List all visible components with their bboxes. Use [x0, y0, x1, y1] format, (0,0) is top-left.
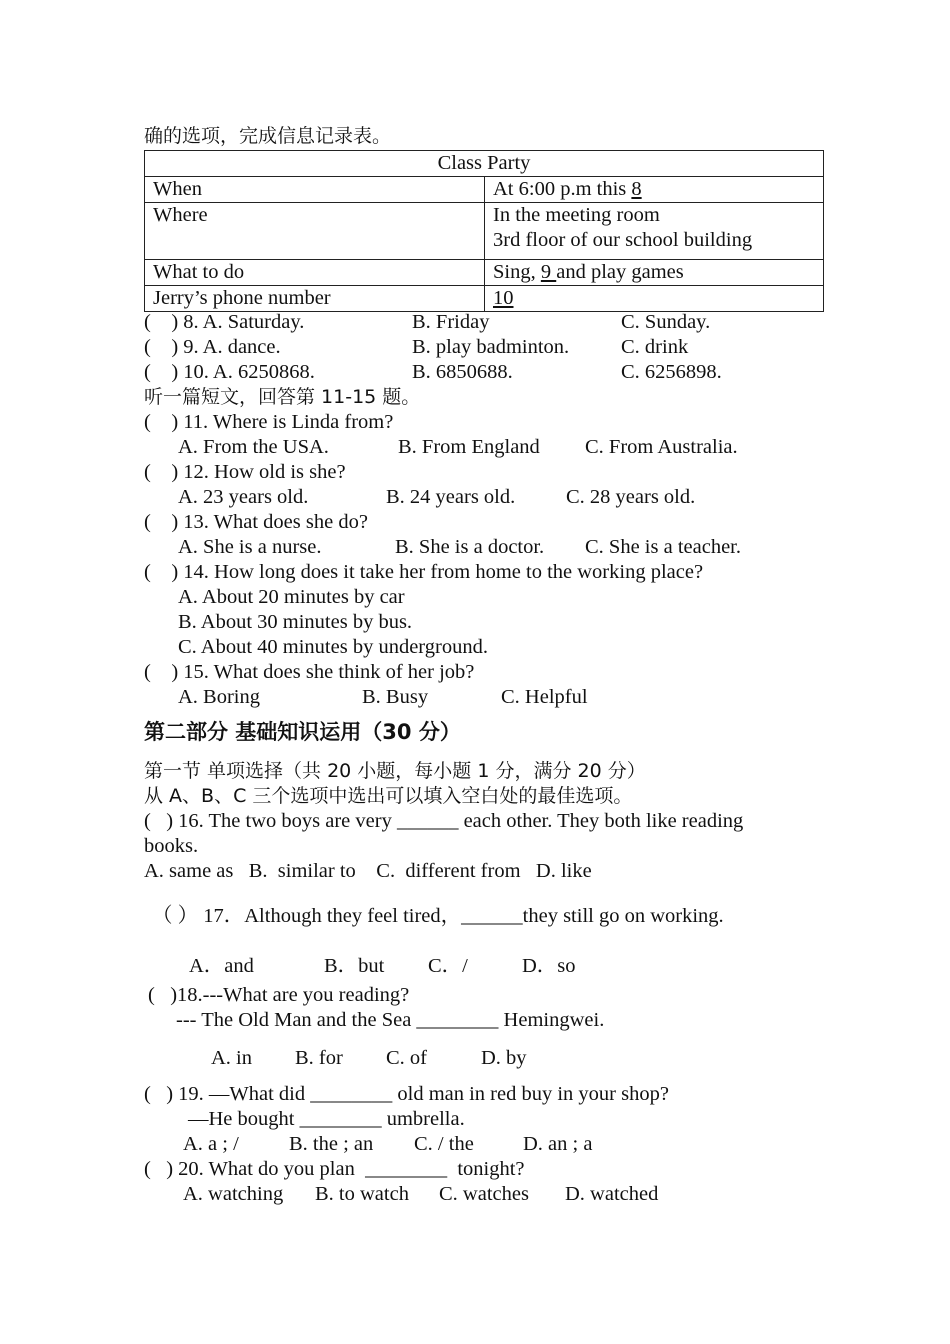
- question-text: A. a ; /: [183, 1133, 239, 1155]
- question-text: ( ) 14. How long does it take her from home to the working place?: [144, 561, 704, 583]
- question-text: ( ) 10. A. 6250868.: [144, 361, 315, 383]
- question-text: A. Boring: [178, 686, 260, 708]
- question-text: D. by: [481, 1047, 527, 1069]
- question-text: A. watching: [183, 1183, 284, 1205]
- question-text: ( ) 20. What do you plan ________ tonight?: [144, 1158, 525, 1180]
- question-text: C. She is a teacher.: [585, 536, 741, 558]
- question-text: ( ) 8. A. Saturday.: [144, 311, 305, 333]
- row-label-when: When: [145, 177, 485, 203]
- question-text: C. drink: [621, 336, 689, 358]
- question-text: B. About 30 minutes by bus.: [178, 611, 413, 633]
- row-label-where: Where: [145, 203, 485, 260]
- question-text: A. in: [211, 1047, 252, 1069]
- question-text: B. Friday: [412, 311, 490, 333]
- row-value-phone: [485, 286, 824, 312]
- blank-9: 9: [540, 261, 557, 283]
- question-text: ( )18.---What are you reading?: [148, 984, 410, 1006]
- question-text: B. 6850688.: [412, 361, 513, 383]
- table-intro: 确的选项，完成信息记录表。: [144, 125, 392, 147]
- row-value-where: In the meeting room 3rd floor of our school building: [485, 203, 824, 260]
- question-text: —He bought ________ umbrella.: [188, 1108, 465, 1130]
- question-text: B. for: [295, 1047, 343, 1069]
- question-text: C. of: [386, 1047, 427, 1069]
- class-party-table: [144, 150, 824, 312]
- question-text: C. About 40 minutes by underground.: [178, 636, 488, 658]
- question-text: A．and: [189, 955, 254, 977]
- question-text: B. She is a doctor.: [395, 536, 545, 558]
- row-label-what-to-do: What to do: [145, 260, 485, 286]
- question-text: D. watched: [565, 1183, 659, 1205]
- row-label-phone: Jerry’s phone number: [145, 286, 485, 312]
- question-text: ( ) 11. Where is Linda from?: [144, 411, 394, 433]
- question-text: D．so: [522, 955, 576, 977]
- question-text: C. From Australia.: [585, 436, 738, 458]
- question-text: D. an ; a: [523, 1133, 593, 1155]
- question-text: B. to watch: [315, 1183, 409, 1205]
- question-text: B．but: [324, 955, 385, 977]
- part-two-heading: 第二部分 基础知识运用（30 分）: [144, 720, 461, 744]
- question-text: A. About 20 minutes by car: [178, 586, 405, 608]
- blank-8: 8: [631, 178, 642, 200]
- question-text: --- The Old Man and the Sea ________ Hemingwei.: [176, 1009, 605, 1031]
- question-text: books.: [144, 835, 199, 857]
- question-text: B. 24 years old.: [386, 486, 516, 508]
- question-text: C. 28 years old.: [566, 486, 696, 508]
- question-text: B. the ; an: [289, 1133, 374, 1155]
- question-text: A. 23 years old.: [178, 486, 309, 508]
- question-text: A. From the USA.: [178, 436, 329, 458]
- row-value-what-to-do: Sing, 9 and play games: [485, 260, 824, 286]
- question-text: ( ) 16. The two boys are very ______ each other. They both like reading: [144, 810, 744, 832]
- question-text: C. 6256898.: [621, 361, 722, 383]
- question-text: B. play badminton.: [412, 336, 570, 358]
- question-text: ( ) 12. How old is she?: [144, 461, 346, 483]
- question-text: B. Busy: [362, 686, 429, 708]
- question-text: （ ） 17．Although they feel tired，______they still go on working.: [152, 905, 724, 927]
- row-value-when: At 6:00 p.m this 8: [485, 177, 824, 203]
- listening-intro: 听一篇短文，回答第 11-15 题。: [144, 386, 421, 408]
- question-text: A. same as B. similar to C. different from D. like: [144, 860, 592, 882]
- question-text: ( ) 9. A. dance.: [144, 336, 281, 358]
- table-title: Class Party: [145, 151, 824, 177]
- section-one-title: 第一节 单项选择（共 20 小题，每小题 1 分，满分 20 分）: [144, 760, 646, 782]
- question-text: C．/: [428, 955, 468, 977]
- question-text: ( ) 15. What does she think of her job?: [144, 661, 475, 683]
- question-text: C. / the: [414, 1133, 474, 1155]
- question-text: B. From England: [398, 436, 540, 458]
- question-text: C. Sunday.: [621, 311, 711, 333]
- question-text: A. She is a nurse.: [178, 536, 322, 558]
- blank-10: 10: [493, 287, 514, 309]
- section-one-instructions: 从 A、B、C 三个选项中选出可以填入空白处的最佳选项。: [144, 785, 633, 807]
- question-text: ( ) 13. What does she do?: [144, 511, 368, 533]
- question-text: ( ) 19. —What did ________ old man in red buy in your shop?: [144, 1083, 669, 1105]
- question-text: C. watches: [439, 1183, 529, 1205]
- question-text: C. Helpful: [501, 686, 588, 708]
